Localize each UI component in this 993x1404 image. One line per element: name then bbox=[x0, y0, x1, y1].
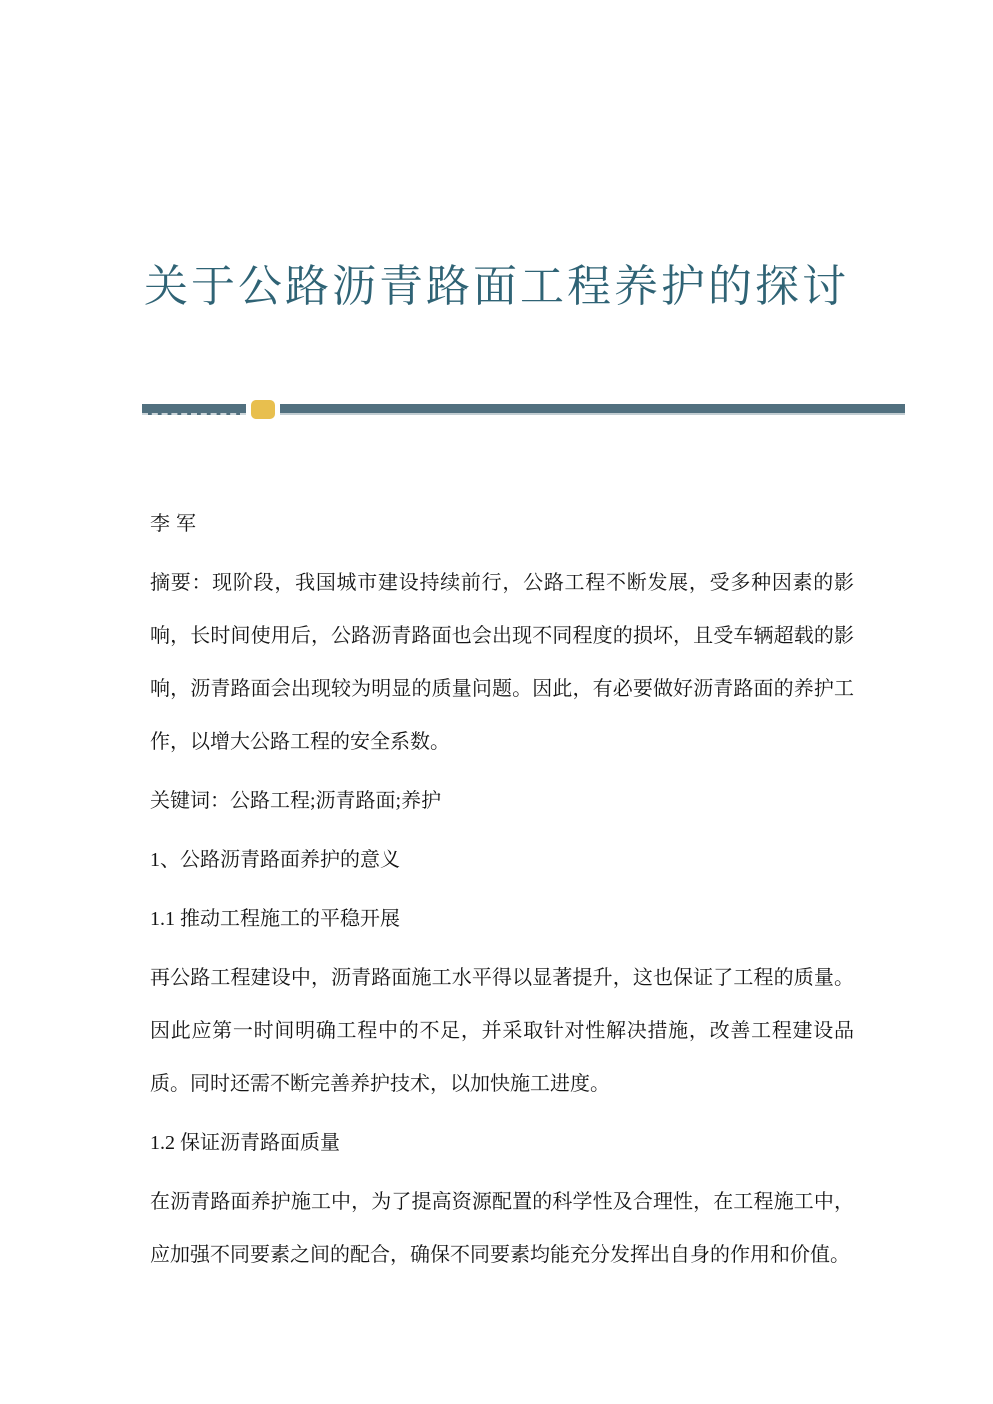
keywords-line: 关键词：公路工程;沥青路面;养护 bbox=[150, 790, 442, 812]
document-body bbox=[150, 498, 854, 1288]
section-heading-1-2: 1.2 保证沥青路面质量 bbox=[150, 1132, 340, 1154]
divider-left-segment bbox=[142, 404, 246, 415]
author-name: 李军 bbox=[150, 513, 202, 535]
divider-gold-dot-icon bbox=[251, 400, 275, 419]
paragraph-1-1: 再公路工程建设中，沥青路面施工水平得以显著提升，这也保证了工程的质量。因此应第一时间明确工程中的不足，并采取针对性解决措施，改善工程建设品质。同时还需不断完善养护技术，以加快施工进度。 bbox=[150, 967, 854, 1095]
document-title: 关于公路沥青路面工程养护的探讨 bbox=[144, 262, 849, 312]
paragraph-1-2: 在沥青路面养护施工中，为了提高资源配置的科学性及合理性，在工程施工中，应加强不同要素之间的配合，确保不同要素均能充分发挥出自身的作用和价值。 bbox=[150, 1191, 854, 1266]
abstract-paragraph: 摘要：现阶段，我国城市建设持续前行，公路工程不断发展，受多种因素的影响，长时间使用后，公路沥青路面也会出现不同程度的损坏，且受车辆超载的影响，沥青路面会出现较为明显的质量问题。因此，有必要做好沥青路面的养护工作，以增大公路工程的安全系数。 bbox=[150, 572, 854, 753]
title-divider bbox=[142, 398, 905, 420]
section-heading-1: 1、公路沥青路面养护的意义 bbox=[150, 849, 400, 871]
section-heading-1-1: 1.1 推动工程施工的平稳开展 bbox=[150, 908, 400, 930]
divider-right-bar bbox=[280, 404, 905, 415]
